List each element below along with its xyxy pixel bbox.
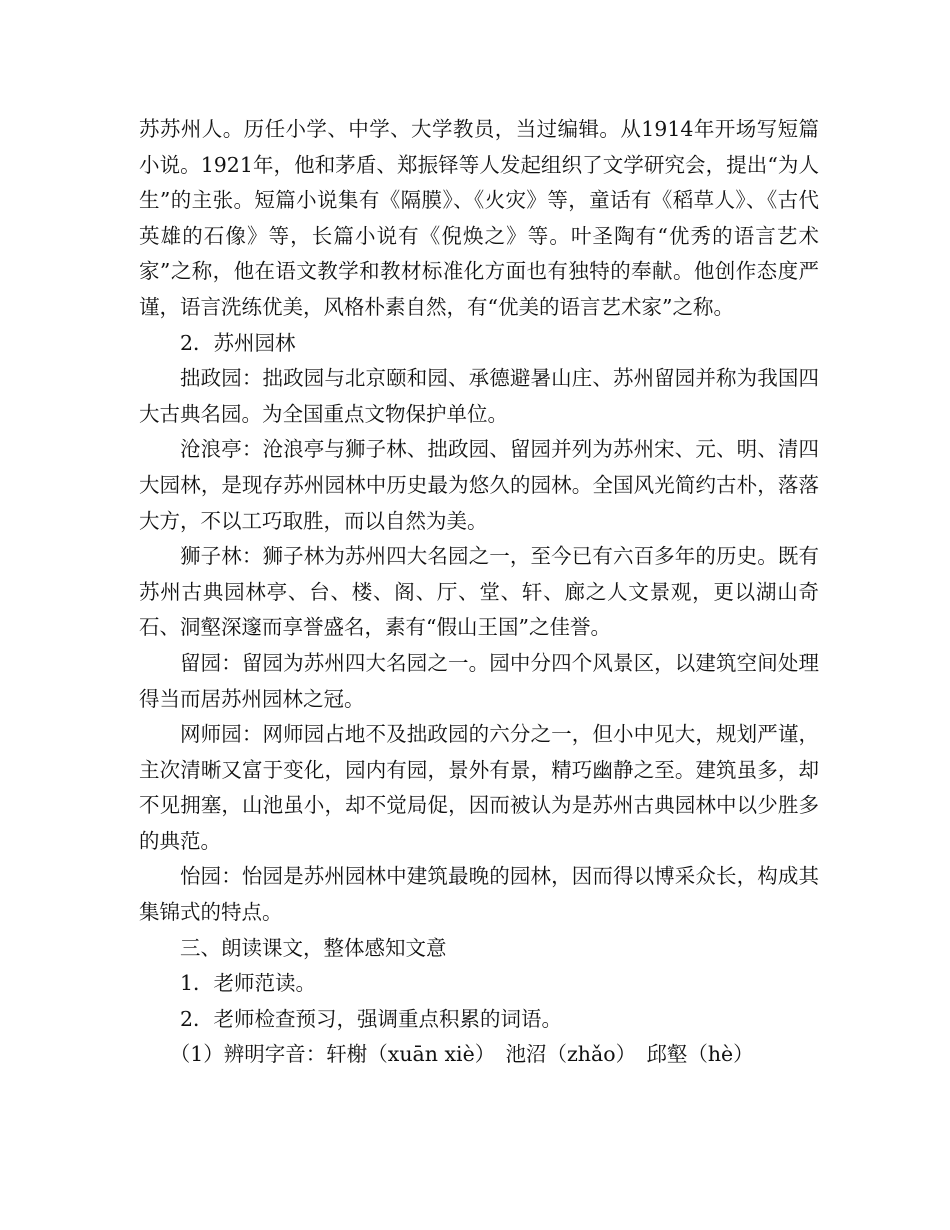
document-body [139, 112, 819, 1073]
author-bio-paragraph: 苏苏州人。历任小学、中学、大学教员，当过编辑。从1914年开场写短篇小说。1921年，他和茅盾、郑振铎等人发起组织了文学研究会，提出“为人生”的主张。短篇小说集有《隔膜》、《火灾》等，童话有《稻草人》、《古代英雄的石像》等，长篇小说有《倪焕之》等。叶圣陶有“优秀的语言艺术家”之称，他在语文教学和教材标准化方面也有独特的奉献。他创作态度严谨，语言洗练优美，风格朴素自然，有“优美的语言艺术家”之称。 [139, 117, 819, 319]
garden-paragraph-liuyuan: 留园：留园为苏州四大名园之一。园中分四个风景区，以建筑空间处理得当而居苏州园林之冠。 [139, 650, 819, 711]
garden-paragraph-yiyuan: 怡园：怡园是苏州园林中建筑最晚的园林，因而得以博采众长，构成其集锦式的特点。 [139, 864, 819, 925]
section-heading-suzhou-gardens: 2．苏州园林 [180, 330, 296, 355]
garden-paragraph-shizilin: 狮子林：狮子林为苏州四大名园之一，至今已有六百多年的历史。既有苏州古典园林亭、台、楼、阁、厅、堂、轩、廊之人文景观，更以湖山奇石、洞壑深邃而享誉盛名，素有“假山王国”之佳誉。 [139, 544, 819, 640]
garden-paragraph-zhuozheng: 拙政园：拙政园与北京颐和园、承德避暑山庄、苏州留园并称为我国四大古典名园。为全国重点文物保护单位。 [139, 366, 819, 426]
step-teacher-reading: 1．老师范读。 [180, 971, 317, 996]
pronunciation-item: （1）辨明字音：轩榭（xuān xiè） 池沼（zhǎo） 邱壑（hè） [169, 1042, 754, 1067]
step-check-preview: 2．老师检查预习，强调重点积累的词语。 [180, 1006, 563, 1031]
section-heading-reading: 三、朗读课文，整体感知文意 [180, 935, 447, 960]
garden-paragraph-canglang: 沧浪亭：沧浪亭与狮子林、拙政园、留园并列为苏州宋、元、明、清四大园林，是现存苏州园林中历史最为悠久的园林。全国风光简约古朴，落落大方，不以工巧取胜，而以自然为美。 [139, 437, 819, 533]
garden-paragraph-wangshi: 网师园：网师园占地不及拙政园的六分之一，但小中见大，规划严谨，主次清晰又富于变化，园内有园，景外有景，精巧幽静之至。建筑虽多，却不见拥塞，山池虽小，却不觉局促，因而被认为是苏州古典园林中以少胜多的典范。 [139, 722, 819, 853]
